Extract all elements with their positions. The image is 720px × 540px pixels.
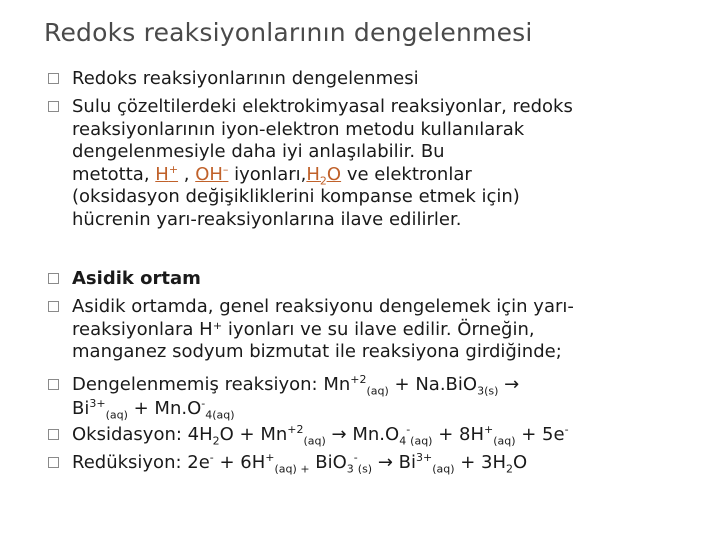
slide-title: Redoks reaksiyonlarının dengelenmesi <box>44 18 533 47</box>
text: O <box>513 452 528 473</box>
bullet-text: Redoks reaksiyonlarının dengelenmesi <box>72 68 419 89</box>
paragraph-text <box>72 296 574 364</box>
sup: - <box>406 423 411 436</box>
sup: +2 <box>287 423 304 436</box>
text: metotta, <box>72 163 156 185</box>
sub: 2 <box>506 462 514 476</box>
sup: 3+ <box>415 451 433 464</box>
text: + Mn.O <box>127 398 202 419</box>
line <box>72 452 527 475</box>
text: H <box>306 163 320 185</box>
line <box>72 398 235 421</box>
sup: + <box>265 451 275 464</box>
bullet-heading-redox <box>48 68 419 91</box>
text: → Bi <box>372 452 416 473</box>
line: (oksidasyon değişikliklerini kompanse etmek için) <box>72 186 520 207</box>
sup: - <box>353 451 358 464</box>
checkbox-icon <box>48 101 59 112</box>
sup: - <box>201 397 206 410</box>
line <box>72 164 573 187</box>
sub: 3(s) <box>477 384 499 398</box>
line: Sulu çözeltilerdeki elektrokimyasal reaksiyonlar, redoks <box>72 96 573 117</box>
line: reaksiyonlarının iyon-elektron metodu kullanılarak <box>72 118 525 140</box>
sub: 2 <box>319 174 327 188</box>
sup: – <box>222 162 229 176</box>
checkbox-icon <box>48 429 59 440</box>
sub: 2 <box>212 434 220 448</box>
text: + 8H <box>432 424 484 445</box>
text: + 6H <box>213 452 266 473</box>
checkbox-icon <box>48 379 59 390</box>
text: + 5e <box>515 424 565 445</box>
text: Oksidasyon: 4H <box>72 424 213 445</box>
checkbox-icon <box>48 73 59 84</box>
text: BiO <box>309 452 347 473</box>
line: Asidik ortamda, genel reaksiyonu dengelemek için yarı- <box>72 296 574 317</box>
paragraph-text <box>72 96 573 231</box>
sup: + <box>484 423 494 436</box>
sup: +2 <box>350 373 367 386</box>
equation-text <box>72 424 569 447</box>
text: ve elektronlar <box>341 163 472 185</box>
sup: + <box>168 162 179 176</box>
sub: 4 <box>399 434 407 448</box>
line <box>72 374 519 397</box>
text: + Na.BiO <box>388 374 478 395</box>
sub: (aq) <box>432 462 455 476</box>
bullet-oxidation <box>48 424 569 447</box>
sub: (aq) <box>303 434 326 448</box>
sub: (aq) + <box>274 462 310 476</box>
checkbox-icon <box>48 457 59 468</box>
water-link[interactable] <box>306 163 342 188</box>
checkbox-icon <box>48 301 59 312</box>
text: H <box>155 163 169 185</box>
oh-ion-link[interactable] <box>195 164 228 185</box>
text: Dengelenmemiş reaksiyon: Mn <box>72 374 351 395</box>
unbalanced-reaction-continuation <box>72 398 235 421</box>
text: → <box>498 374 520 395</box>
equation-text <box>72 374 519 397</box>
sub: (aq) <box>493 434 516 448</box>
text: , <box>178 163 196 185</box>
text: OH <box>195 163 223 185</box>
h-ion-link[interactable] <box>155 164 178 185</box>
bullet-heading-acidic <box>48 268 201 291</box>
bullet-text: Asidik ortam <box>72 268 201 289</box>
line <box>72 424 569 447</box>
sup: - <box>564 423 569 436</box>
bullet-paragraph-acidic <box>48 296 574 364</box>
text: Redüksiyon: 2e <box>72 452 210 473</box>
sub: 3 <box>346 462 354 476</box>
bullet-paragraph-redox <box>48 96 573 231</box>
line: dengelenmesiyle daha iyi anlaşılabilir. Bu <box>72 141 445 162</box>
sup: - <box>209 451 214 464</box>
sub: (aq) <box>410 434 433 448</box>
line: manganez sodyum bizmutat ile reaksiyona girdiğinde; <box>72 341 562 362</box>
line: hücrenin yarı-reaksiyonlarına ilave edilirler. <box>72 208 462 230</box>
text: O + Mn <box>219 424 288 445</box>
text: iyonları, <box>228 163 307 185</box>
sup: 3+ <box>89 397 106 410</box>
sub: 4(aq) <box>205 408 235 422</box>
sub: (aq) <box>105 408 128 422</box>
checkbox-icon <box>48 273 59 284</box>
text: O <box>326 163 342 185</box>
line: reaksiyonlara H⁺ iyonları ve su ilave edilir. Örneğin, <box>72 318 535 340</box>
text: → Mn.O <box>325 424 400 445</box>
text: + 3H <box>454 452 507 473</box>
equation-text <box>72 452 527 475</box>
bullet-unbalanced-reaction <box>48 374 519 397</box>
sub: (s) <box>357 462 373 476</box>
text: Bi <box>72 398 90 419</box>
bullet-reduction <box>48 452 527 475</box>
sub: (aq) <box>366 384 389 398</box>
